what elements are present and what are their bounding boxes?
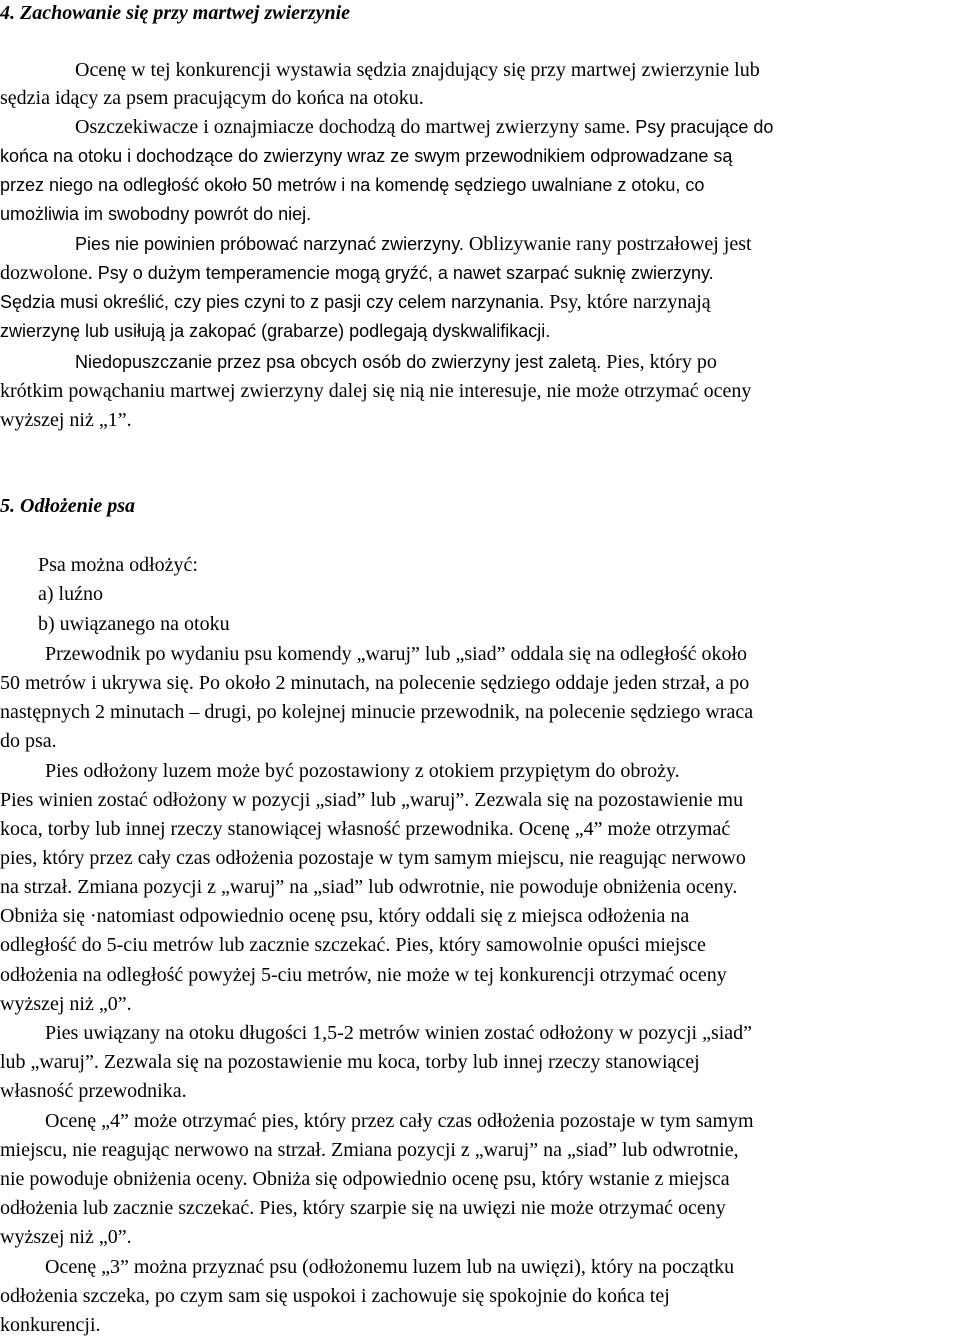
paragraph-line: własność przewodnika. (0, 1080, 187, 1102)
paragraph-line: sędzia idący za psem pracującym do końca na otoku. (0, 87, 424, 109)
paragraph-line (0, 668, 749, 698)
paragraph-line: odłożenia lub zacznie szczekać. Pies, który szarpie się na uwięzi nie może otrzymać oceny (0, 1197, 726, 1219)
paragraph-line: Pies winien zostać odłożony w pozycji „siad” lub „waruj”. Zezwala się na pozostawienie mu (0, 789, 744, 811)
paragraph-line: koca, torby lub innej rzeczy stanowiącej własność przewodnika. Ocenę „4” może otrzymać (0, 818, 731, 840)
paragraph-line: odłożenia szczeka, po czym sam się uspokoi i zachowuje się spokojnie do końca tej (0, 1285, 670, 1307)
list-item: b) uwiązanego na otoku (38, 613, 230, 635)
paragraph-line (75, 347, 717, 377)
paragraph-line: wyższej niż „0”. (0, 993, 132, 1015)
paragraph-line (75, 112, 773, 142)
section-heading-4: 4. Zachowanie się przy martwej zwierzynie (0, 2, 350, 24)
paragraph-line: przez niego na odległość około 50 metrów i na komendę sędziego uwalniane z otoku, co (0, 175, 705, 195)
paragraph-line: umożliwia im swobodny powrót do niej. (0, 204, 312, 224)
text-run: Psy o dużym temperamencie mogą gryźć, a nawet szarpać suknię zwierzyny. (97, 263, 714, 283)
paragraph-line: Pies odłożony luzem może być pozostawiony z otokiem przypiętym do obroży. (45, 760, 680, 782)
paragraph-line: krótkim powąchaniu martwej zwierzyny dalej się nią nie interesuje, nie może otrzymać oceny (0, 380, 752, 402)
text-run: Niedopuszczanie przez psa obcych osób do zwierzyny jest zaletą. (75, 352, 602, 372)
paragraph-line: odległość do 5-ciu metrów lub zacznie szczekać. Pies, który samowolnie opuści miejsce (0, 934, 706, 956)
paragraph-line (75, 229, 752, 259)
paragraph-line: Ocenę „4” może otrzymać pies, który przez cały czas odłożenia pozostaje w tym samym (45, 1110, 754, 1132)
text-run: Oblizywanie rany postrzałowej jest (468, 233, 752, 255)
paragraph-line: na strzał. Zmiana pozycji z „waruj” na „siad” lub odwrotnie, nie powoduje obniżenia oceny. (0, 876, 738, 898)
paragraph-line: Ocenę „3” można przyznać psu (odłożonemu luzem lub na uwięzi), który na początku (45, 1256, 735, 1278)
paragraph-line: Psa można odłożyć: (38, 554, 198, 576)
text-run: Psy, które narzynają (549, 291, 711, 313)
text-run: 50 metrów i ukrywa się. (0, 672, 194, 694)
paragraph-line: zwierzynę lub usiłują ja zakopać (grabarze) podlegają dyskwalifikacji. (0, 321, 551, 341)
paragraph-line: Ocenę w tej konkurencji wystawia sędzia znajdujący się przy martwej zwierzynie lub (75, 59, 760, 81)
paragraph-line: Pies uwiązany na otoku długości 1,5-2 metrów winien zostać odłożony w pozycji „siad” (45, 1022, 753, 1044)
list-item: a) luźno (38, 583, 103, 605)
paragraph-line: następnych 2 minutach – drugi, po kolejnej minucie przewodnik, na polecenie sędziego wraca (0, 701, 754, 723)
paragraph-line: konkurencji. (0, 1314, 101, 1336)
text-run: Oszczekiwacze i oznajmiacze dochodzą do martwej zwierzyny same. (75, 116, 631, 138)
paragraph-line: do psa. (0, 730, 57, 752)
text-run: Sędzia musi określić, czy pies czyni to z pasji czy celem narzynania. (0, 292, 545, 312)
paragraph-line: pies, który przez cały czas odłożenia pozostaje w tym samym miejscu, nie reagując nerwowo (0, 847, 746, 869)
text-run: Pies, który po (606, 351, 717, 373)
paragraph-line: odłożenia na odległość powyżej 5-ciu metrów, nie może w tej konkurencji otrzymać oceny (0, 964, 727, 986)
paragraph-line (0, 258, 714, 288)
paragraph-line: Obniża się ·natomiast odpowiednio ocenę psu, który oddali się z miejsca odłożenia na (0, 905, 690, 927)
paragraph-line: wyższej niż „0”. (0, 1226, 132, 1248)
text-run: Po około 2 minutach, na polecenie sędziego oddaje jeden strzał, a po (198, 672, 750, 694)
section-heading-5: 5. Odłożenie psa (0, 495, 135, 517)
paragraph-line: nie powoduje obniżenia oceny. Obniża się odpowiednio ocenę psu, który wstanie z miejsca (0, 1168, 730, 1190)
paragraph-line: wyższej niż „1”. (0, 409, 132, 431)
text-run: Psy pracujące do (635, 117, 774, 137)
paragraph-line: lub „waruj”. Zezwala się na pozostawienie mu koca, torby lub innej rzeczy stanowiącej (0, 1051, 700, 1073)
paragraph-line: końca na otoku i dochodzące do zwierzyny wraz ze swym przewodnikiem odprowadzane są (0, 146, 733, 166)
text-run: Pies nie powinien próbować narzynać zwierzyny. (75, 234, 464, 254)
text-run: dozwolone. (0, 262, 93, 284)
paragraph-line: miejscu, nie reagując nerwowo na strzał. Zmiana pozycji z „waruj” na „siad” lub odwrotnie, (0, 1139, 739, 1161)
paragraph-line: Przewodnik po wydaniu psu komendy „waruj” lub „siad” oddala się na odległość około (45, 643, 748, 665)
paragraph-line (0, 287, 711, 317)
